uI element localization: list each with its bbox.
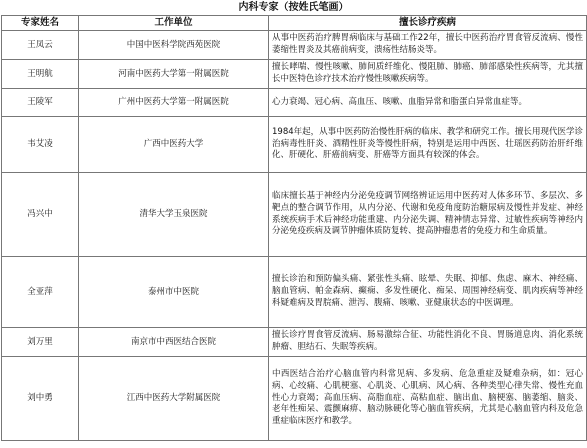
table-row bbox=[2, 31, 587, 60]
expert-unit: 广州中医药大学第一附属医院 bbox=[79, 89, 269, 117]
expert-unit: 中国中医科学院西苑医院 bbox=[79, 31, 269, 60]
header-spec: 擅长诊疗疾病 bbox=[269, 16, 587, 31]
experts-document bbox=[1, 0, 586, 441]
header-name: 专家姓名 bbox=[2, 16, 79, 31]
expert-unit: 河南中医药大学第一附属医院 bbox=[79, 60, 269, 89]
table-row bbox=[2, 60, 587, 89]
experts-table bbox=[1, 15, 587, 441]
expert-specialty: 1984年起，从事中医药防治慢性肝病的临床、教学和研究工作。擅长用现代医学诊治病毒性肝炎、酒精性肝炎等慢性肝病，特别是运用中西医、壮瑶医药防治肝纤维化、肝硬化、肝癌前病变、肝癌等方面具有较深的体会。 bbox=[269, 117, 587, 173]
expert-name: 韦艾凌 bbox=[2, 117, 79, 173]
table-row bbox=[2, 117, 587, 173]
expert-name: 王明航 bbox=[2, 60, 79, 89]
header-unit: 工作单位 bbox=[79, 16, 269, 31]
expert-name: 全亚萍 bbox=[2, 257, 79, 328]
expert-name: 刘万里 bbox=[2, 328, 79, 357]
expert-specialty: 擅长诊疗胃食管反流病、肠易激综合征、功能性消化不良、胃肠道息肉、消化系统肿瘤、胆结石、失眠等疾病。 bbox=[269, 328, 587, 357]
expert-name: 王陵军 bbox=[2, 89, 79, 117]
table-row bbox=[2, 357, 587, 441]
expert-specialty: 中西医结合治疗心脑血管内科常见病、多发病、危急重症及疑难杂病，如：冠心病、心绞痛、心肌梗塞、心肌炎、心肌病、风心病、各种类型心律失常、慢性充血性心力衰竭；高血压病、高脂血症、高粘血症、脑出血、脑梗塞、脑萎缩、脑炎、老年性痴呆、震颤麻痹、脑动脉硬化等心脑血管疾病，尤其是心脑血管内科及危急重症临床医疗和教学。 bbox=[269, 357, 587, 441]
expert-unit: 泰州市中医院 bbox=[79, 257, 269, 328]
expert-specialty: 临床擅长基于神经内分泌免疫调节网络辨证运用中医药对人体多环节、多层次、多靶点的整合调节作用，从内分泌、代谢和免疫角度防治糖尿病及慢性并发症、神经系统疾病手术后神经功能重建、内分泌失调、精神情志异常、过敏性疾病等神经内分泌免疫疾病及调节肿瘤体质防复转、提高肿瘤患者的免疫力和生命质量。 bbox=[269, 173, 587, 257]
expert-unit: 南京市中西医结合医院 bbox=[79, 328, 269, 357]
expert-specialty: 擅长诊治和预防偏头痛、紧张性头痛、眩晕、失眠、抑郁、焦虑、麻木、神经痛、脑血管病、帕金森病、癫痫、多发性硬化、痴呆、周围神经病变、肌肉疾病等神经科疑难病及胃脘痛、泄泻、腹痛、咳嗽、亚健康状态的中医调理。 bbox=[269, 257, 587, 328]
expert-name: 刘中勇 bbox=[2, 357, 79, 441]
expert-name: 王凤云 bbox=[2, 31, 79, 60]
table-row bbox=[2, 328, 587, 357]
table-row bbox=[2, 89, 587, 117]
expert-specialty: 心力衰竭、冠心病、高血压、咳嗽、血脂异常和脂蛋白异常血症等。 bbox=[269, 89, 587, 117]
expert-specialty: 擅长哮喘、慢性咳嗽、肺间质纤维化、慢阻肺、肺癌、肺部感染性疾病等，尤其擅长中医特色诊疗技术治疗慢性咳嗽疾病等。 bbox=[269, 60, 587, 89]
table-title: 内科专家（按姓氏笔画） bbox=[238, 2, 349, 13]
expert-name: 冯兴中 bbox=[2, 173, 79, 257]
header-row bbox=[2, 16, 587, 31]
expert-specialty: 从事中医药治疗脾胃病临床与基础工作22年，擅长中医药治疗胃食管反流病、慢性萎缩性胃炎及其癌前病变，溃疡性结肠炎等。 bbox=[269, 31, 587, 60]
expert-unit: 江西中医药大学附属医院 bbox=[79, 357, 269, 441]
table-row bbox=[2, 257, 587, 328]
table-row bbox=[2, 173, 587, 257]
expert-unit: 清华大学玉泉医院 bbox=[79, 173, 269, 257]
expert-unit: 广西中医药大学 bbox=[79, 117, 269, 173]
